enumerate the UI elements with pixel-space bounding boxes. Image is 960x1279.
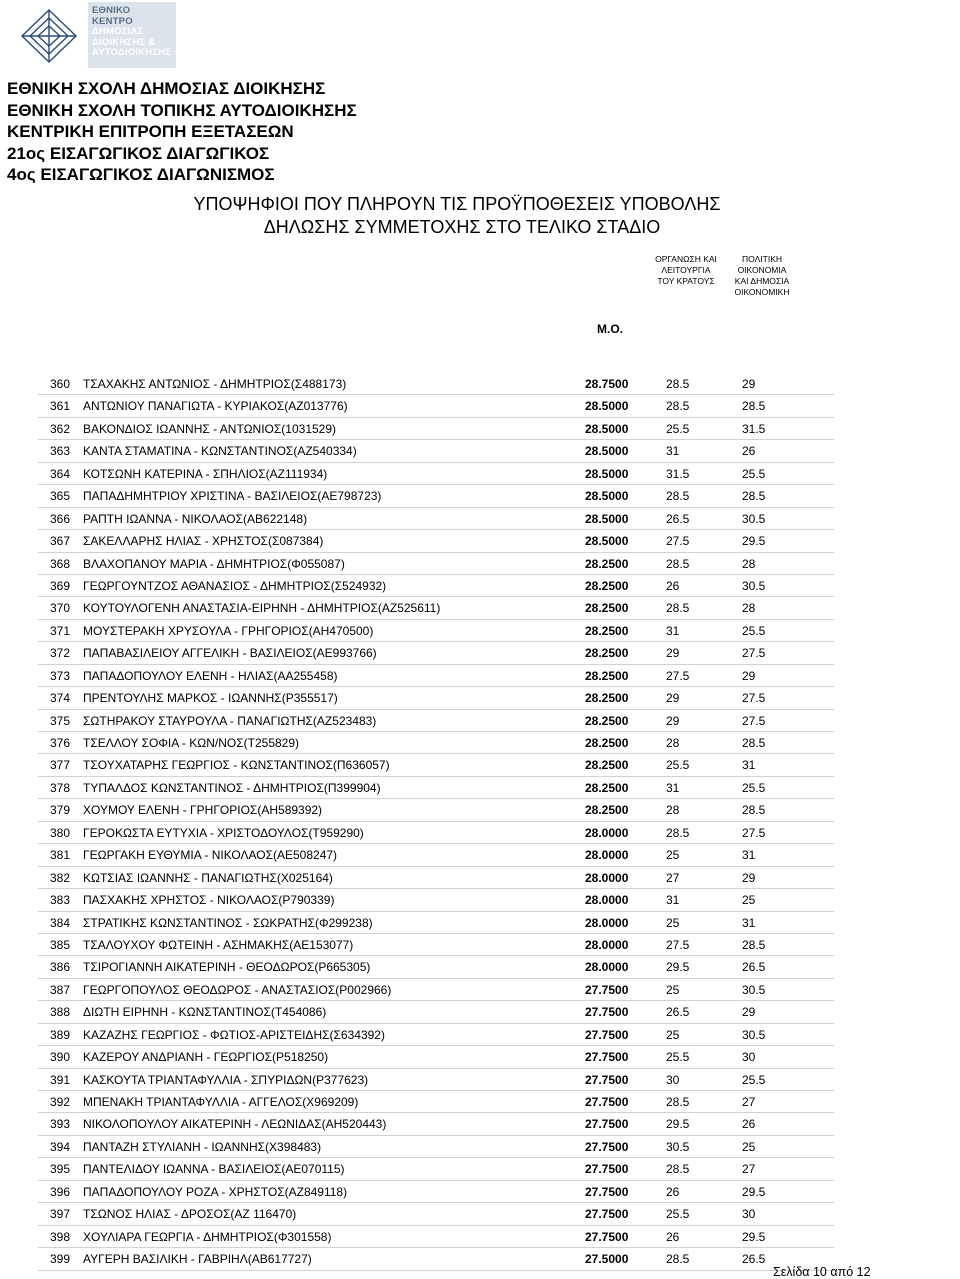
table-row [38,395,834,417]
score-organization: 30 [666,1072,680,1087]
candidate-name: ΠΑΠΑΔΗΜΗΤΡΙΟΥ ΧΡΙΣΤΙΝΑ - ΒΑΣΙΛΕΙΟΣ(ΑΕ798723) [83,489,382,504]
score-economics: 29.5 [742,534,766,549]
table-row [38,867,834,889]
average-score: 28.2500 [585,623,629,638]
table-row [38,463,834,485]
column-header-line: ΚΑΙ ΔΗΜΟΣΙΑ [734,276,790,286]
score-organization: 25.5 [666,758,690,773]
score-organization: 27.5 [666,937,690,952]
table-row [38,1069,834,1091]
score-economics: 31.5 [742,421,766,436]
row-number: 394 [50,1139,71,1154]
logo-line: ΔΗΜΟΣΙΑΣ [92,26,144,37]
row-number: 368 [50,556,71,571]
candidate-name: ΜΠΕΝΑΚΗ ΤΡΙΑΝΤΑΦΥΛΛΙΑ - ΑΓΓΕΛΟΣ(Χ969209) [83,1095,359,1109]
table-row [38,508,834,530]
row-number: 360 [50,377,71,391]
score-economics: 28.5 [742,803,766,818]
score-economics: 29 [742,1005,756,1020]
score-economics: 25.5 [742,780,766,795]
score-organization: 28 [666,803,680,818]
row-number: 378 [50,780,71,795]
score-economics: 29 [742,377,756,391]
row-number: 386 [50,960,71,975]
row-number: 382 [50,870,71,885]
table-row [38,575,834,597]
score-economics: 25.5 [742,623,766,638]
score-organization: 26.5 [666,1005,690,1020]
candidate-name: ΠΑΠΑΒΑΣΙΛΕΙΟΥ ΑΓΓΕΛΙΚΗ - ΒΑΣΙΛΕΙΟΣ(ΑΕ993766) [83,646,377,661]
score-organization: 29.5 [666,960,690,975]
candidate-name: ΚΑΝΤΑ ΣΤΑΜΑΤΙΝΑ - ΚΩΝΣΤΑΝΤΙΝΟΣ(ΑΖ540334) [83,444,357,459]
score-economics: 29 [742,870,756,885]
average-score: 28.5000 [585,421,629,436]
table-row [38,934,834,956]
candidate-name: ΤΥΠΑΛΔΟΣ ΚΩΝΣΤΑΝΤΙΝΟΣ - ΔΗΜΗΤΡΙΟΣ(Π399904) [83,780,381,795]
row-number: 373 [50,668,71,683]
score-economics: 25.5 [742,466,766,481]
row-number: 371 [50,623,71,638]
score-economics: 28.5 [742,937,766,952]
average-score: 28.5000 [585,489,629,504]
score-organization: 26 [666,1229,680,1244]
table-row [38,754,834,776]
score-organization: 31 [666,893,680,908]
average-score: 28.2500 [585,803,629,818]
score-organization: 25.5 [666,421,690,436]
score-organization: 27.5 [666,668,690,683]
logo-mark-icon [18,6,80,66]
score-economics: 28.5 [742,736,766,750]
average-score: 27.7500 [585,1095,629,1109]
table-row [38,1136,834,1158]
average-score: 27.7500 [585,982,629,997]
table-row [38,665,834,687]
column-header-line: ΤΟΥ ΚΡΑΤΟΥΣ [657,276,715,286]
average-score: 28.5000 [585,444,629,459]
table-row [38,710,834,732]
score-organization: 29 [666,691,680,706]
average-score: 28.0000 [585,960,629,975]
logo-line: ΕΘΝΙΚΟ [92,5,131,16]
row-number: 366 [50,511,71,526]
header-line: 4ος ΕΙΣΑΓΩΓΙΚΟΣ ΔΙΑΓΩΝΙΣΜΟΣ [7,165,275,184]
score-economics: 27 [742,1095,756,1109]
average-score: 28.2500 [585,578,629,593]
table-row [38,844,834,866]
average-score: 28.0000 [585,915,629,930]
column-header-average: Μ.Ο. [597,322,623,336]
candidate-name: ΧΟΥΜΟΥ ΕΛΕΝΗ - ΓΡΗΓΟΡΙΟΣ(ΑΗ589392) [83,803,323,818]
score-organization: 25 [666,982,680,997]
average-score: 28.2500 [585,736,629,750]
candidate-name: ΚΑΖΑΖΗΣ ΓΕΩΡΓΙΟΣ - ΦΩΤΙΟΣ-ΑΡΙΣΤΕΙΔΗΣ(Σ634392) [83,1027,385,1042]
score-organization: 28.5 [666,601,690,616]
score-organization: 26 [666,1184,680,1199]
table-row [38,732,834,754]
row-number: 383 [50,893,71,908]
score-organization: 26 [666,578,680,593]
candidate-name: ΠΑΝΤΕΛΙΔΟΥ ΙΩΑΝΝΑ - ΒΑΣΙΛΕΙΟΣ(ΑΕ070115) [83,1162,345,1177]
table-row [38,1091,834,1113]
column-header-organization [650,254,722,287]
score-economics: 28.5 [742,489,766,504]
average-score: 27.7500 [585,1027,629,1042]
row-number: 384 [50,915,71,930]
table-row [38,530,834,552]
table-row [38,1181,834,1203]
average-score: 27.7500 [585,1072,629,1087]
score-organization: 31.5 [666,466,690,481]
average-score: 28.2500 [585,691,629,706]
candidate-name: ΚΑΣΚΟΥΤΑ ΤΡΙΑΝΤΑΦΥΛΛΙΑ - ΣΠΥΡΙΔΩΝ(Ρ377623) [83,1072,369,1087]
candidate-name: ΓΕΩΡΓΟΥΝΤΖΟΣ ΑΘΑΝΑΣΙΟΣ - ΔΗΜΗΤΡΙΟΣ(Σ524932) [83,578,387,593]
score-organization: 28.5 [666,556,690,571]
score-economics: 27.5 [742,646,766,661]
candidate-name: ΣΤΡΑΤΙΚΗΣ ΚΩΝΣΤΑΝΤΙΝΟΣ - ΣΩΚΡΑΤΗΣ(Φ299238) [83,915,373,930]
row-number: 367 [50,534,71,549]
score-organization: 29.5 [666,1117,690,1132]
average-score: 28.0000 [585,870,629,885]
table-row [38,418,834,440]
header-line: 21ος ΕΙΣΑΓΩΓΙΚΟΣ ΔΙΑΓΩΓΙΚΟΣ [7,143,270,163]
score-economics: 30.5 [742,511,766,526]
results-table [38,373,834,1271]
candidate-name: ΣΩΤΗΡΑΚΟΥ ΣΤΑΥΡΟΥΛΑ - ΠΑΝΑΓΙΩΤΗΣ(ΑΖ523483) [83,713,377,728]
row-number: 388 [50,1005,71,1020]
candidate-name: ΠΑΠΑΔΟΠΟΥΛΟΥ ΕΛΕΝΗ - ΗΛΙΑΣ(ΑΑ255458) [83,668,338,683]
average-score: 28.5000 [585,466,629,481]
average-score: 28.5000 [585,534,629,549]
candidate-name: ΠΑΝΤΑΖΗ ΣΤΥΛΙΑΝΗ - ΙΩΑΝΝΗΣ(Χ398483) [83,1139,322,1154]
row-number: 376 [50,736,71,750]
table-row [38,912,834,934]
score-organization: 31 [666,444,680,459]
table-row [38,620,834,642]
average-score: 27.7500 [585,1050,629,1065]
average-score: 28.2500 [585,758,629,773]
score-organization: 29 [666,713,680,728]
average-score: 28.0000 [585,937,629,952]
score-organization: 25.5 [666,1207,690,1222]
candidate-name: ΒΛΑΧΟΠΑΝΟΥ ΜΑΡΙΑ - ΔΗΜΗΤΡΙΟΣ(Φ055087) [83,556,345,571]
score-organization: 28.5 [666,1162,690,1177]
score-organization: 31 [666,623,680,638]
candidate-name: ΧΟΥΛΙΑΡΑ ΓΕΩΡΓΙΑ - ΔΗΜΗΤΡΙΟΣ(Φ301558) [83,1229,332,1244]
score-organization: 28.5 [666,1095,690,1109]
row-number: 361 [50,399,71,414]
logo-line: ΚΕΝΤΡΟ [92,15,133,27]
candidate-name: ΚΑΖΕΡΟΥ ΑΝΔΡΙΑΝΗ - ΓΕΩΡΓΙΟΣ(Ρ518250) [83,1050,329,1065]
table-row [38,1226,834,1248]
average-score: 27.7500 [585,1229,629,1244]
row-number: 399 [50,1252,71,1267]
candidate-name: ΤΣΩΝΟΣ ΗΛΙΑΣ - ΔΡΟΣΟΣ(ΑΖ 116470) [83,1207,297,1222]
score-economics: 26 [742,1117,756,1132]
row-number: 365 [50,489,71,504]
average-score: 28.2500 [585,556,629,571]
candidate-name: ΡΑΠΤΗ ΙΩΑΝΝΑ - ΝΙΚΟΛΑΟΣ(ΑΒ622148) [83,511,308,526]
table-row [38,597,834,619]
average-score: 28.0000 [585,825,629,840]
score-economics: 28 [742,601,756,616]
average-score: 27.7500 [585,1117,629,1132]
logo-text [92,6,171,59]
candidate-name: ΤΣΕΛΛΟΥ ΣΟΦΙΑ - ΚΩΝ/ΝΟΣ(Τ255829) [83,736,300,750]
candidate-name: ΤΣΑΧΑΚΗΣ ΑΝΤΩΝΙΟΣ - ΔΗΜΗΤΡΙΟΣ(Σ488173) [83,377,347,391]
table-row [38,1113,834,1135]
header-line: ΕΘΝΙΚΗ ΣΧΟΛΗ ΔΗΜΟΣΙΑΣ ΔΙΟΙΚΗΣΗΣ [7,79,326,98]
score-organization: 25 [666,848,680,863]
average-score: 28.2500 [585,601,629,616]
score-organization: 28.5 [666,489,690,504]
row-number: 375 [50,713,71,728]
candidate-name: ΠΡΕΝΤΟΥΛΗΣ ΜΑΡΚΟΣ - ΙΩΑΝΝΗΣ(Ρ355517) [83,691,338,706]
table-row [38,956,834,978]
score-organization: 28.5 [666,825,690,840]
logo-line: ΔΙΟΙΚΗΣΗΣ & [92,36,156,48]
score-organization: 25 [666,1027,680,1042]
score-organization: 28 [666,736,680,750]
table-row [38,979,834,1001]
row-number: 389 [50,1027,71,1042]
table-row [38,799,834,821]
row-number: 395 [50,1162,71,1177]
table-row [38,889,834,911]
candidate-name: ΔΙΩΤΗ ΕΙΡΗΝΗ - ΚΩΝΣΤΑΝΤΙΝΟΣ(Τ454086) [83,1005,327,1020]
score-economics: 30 [742,1050,756,1065]
score-economics: 30.5 [742,1027,766,1042]
row-number: 374 [50,691,71,706]
score-economics: 26 [742,444,756,459]
score-economics: 25.5 [742,1072,766,1087]
score-organization: 27 [666,870,680,885]
score-economics: 29.5 [742,1184,766,1199]
document-header [7,78,357,186]
average-score: 27.7500 [585,1139,629,1154]
logo [0,0,178,72]
table-row [38,1001,834,1023]
table-row [38,642,834,664]
average-score: 27.7500 [585,1184,629,1199]
candidate-name: ΜΟΥΣΤΕΡΑΚΗ ΧΡΥΣΟΥΛΑ - ΓΡΗΓΟΡΙΟΣ(ΑΗ470500) [83,623,374,638]
score-organization: 28.5 [666,399,690,414]
score-economics: 25 [742,1139,756,1154]
score-organization: 30.5 [666,1139,690,1154]
score-economics: 30.5 [742,578,766,593]
average-score: 28.7500 [585,377,629,391]
score-organization: 28.5 [666,377,690,391]
row-number: 372 [50,646,71,661]
row-number: 392 [50,1095,71,1109]
score-economics: 25 [742,893,756,908]
candidate-name: ΤΣΙΡΟΓΙΑΝΝΗ ΑΙΚΑΤΕΡΙΝΗ - ΘΕΟΔΩΡΟΣ(Ρ665305) [83,960,371,975]
row-number: 391 [50,1072,71,1087]
column-header-line: ΛΕΙΤΟΥΡΓΙΑ [661,265,711,275]
candidate-name: ΠΑΠΑΔΟΠΟΥΛΟΥ ΡΟΖΑ - ΧΡΗΣΤΟΣ(ΑΖ849118) [83,1184,348,1199]
row-number: 370 [50,601,71,616]
row-number: 363 [50,444,71,459]
average-score: 28.5000 [585,511,629,526]
row-number: 379 [50,803,71,818]
average-score: 28.5000 [585,399,629,414]
average-score: 28.2500 [585,713,629,728]
score-organization: 25.5 [666,1050,690,1065]
column-header-line: ΟΡΓΑΝΩΣΗ ΚΑΙ [655,254,717,264]
column-header-line: ΟΙΚΟΝΟΜΙΚΗ [734,287,790,297]
score-organization: 25 [666,915,680,930]
score-economics: 26.5 [742,960,766,975]
score-economics: 31 [742,915,756,930]
title-line-2: ΔΗΛΩΣΗΣ ΣΥΜΜΕΤΟΧΗΣ ΣΤΟ ΤΕΛΙΚΟ ΣΤΑΔΙΟ [263,217,661,237]
score-economics: 30 [742,1207,756,1222]
page-title [0,193,960,239]
table-row [38,440,834,462]
average-score: 27.7500 [585,1162,629,1177]
score-economics: 30.5 [742,982,766,997]
score-economics: 31 [742,758,756,773]
page-number: Σελίδα 10 από 12 [773,1265,871,1279]
row-number: 396 [50,1184,71,1199]
score-economics: 28 [742,556,756,571]
score-organization: 26.5 [666,511,690,526]
table-row [38,485,834,507]
candidate-name: ΓΕΩΡΓΟΠΟΥΛΟΣ ΘΕΟΔΩΡΟΣ - ΑΝΑΣΤΑΣΙΟΣ(Ρ002966) [83,982,392,997]
candidate-name: ΒΑΚΟΝΔΙΟΣ ΙΩΑΝΝΗΣ - ΑΝΤΩΝΙΟΣ(1031529) [83,421,337,436]
score-economics: 26.5 [742,1252,766,1267]
header-line: ΚΕΝΤΡΙΚΗ ΕΠΙΤΡΟΠΗ ΕΞΕΤΑΣΕΩΝ [7,122,294,141]
table-row [38,777,834,799]
row-number: 387 [50,982,71,997]
candidate-name: ΠΑΣΧΑΚΗΣ ΧΡΗΣΤΟΣ - ΝΙΚΟΛΑΟΣ(Ρ790339) [83,893,335,908]
score-organization: 27.5 [666,534,690,549]
row-number: 390 [50,1050,71,1065]
score-economics: 27.5 [742,825,766,840]
table-row [38,373,834,395]
column-header-economics [715,254,809,298]
row-number: 385 [50,937,71,952]
candidate-name: ΚΩΤΣΙΑΣ ΙΩΑΝΝΗΣ - ΠΑΝΑΓΙΩΤΗΣ(Χ025164) [83,870,333,885]
header-line: ΕΘΝΙΚΗ ΣΧΟΛΗ ΤΟΠΙΚΗΣ ΑΥΤΟΔΙΟΙΚΗΣΗΣ [7,100,357,120]
candidate-name: ΤΣΟΥΧΑΤΑΡΗΣ ΓΕΩΡΓΙΟΣ - ΚΩΝΣΤΑΝΤΙΝΟΣ(Π636057) [83,758,390,773]
candidate-name: ΓΕΡΟΚΩΣΤΑ ΕΥΤΥΧΙΑ - ΧΡΙΣΤΟΔΟΥΛΟΣ(Τ959290) [83,825,364,840]
candidate-name: ΓΕΩΡΓΑΚΗ ΕΥΘΥΜΙΑ - ΝΙΚΟΛΑΟΣ(ΑΕ508247) [83,848,338,863]
average-score: 28.2500 [585,780,629,795]
table-row [38,822,834,844]
row-number: 362 [50,421,71,436]
table-row [38,1024,834,1046]
row-number: 393 [50,1117,71,1132]
row-number: 397 [50,1207,71,1222]
score-economics: 31 [742,848,756,863]
candidate-name: ΝΙΚΟΛΟΠΟΥΛΟΥ ΑΙΚΑΤΕΡΙΝΗ - ΛΕΩΝΙΔΑΣ(ΑΗ520443) [83,1117,387,1132]
average-score: 28.0000 [585,893,629,908]
row-number: 380 [50,825,71,840]
average-score: 27.5000 [585,1252,629,1267]
column-header-line: ΟΙΚΟΝΟΜΙΑ [737,265,787,275]
average-score: 28.0000 [585,848,629,863]
table-row [38,1203,834,1225]
candidate-name: ΑΥΓΕΡΗ ΒΑΣΙΛΙΚΗ - ΓΑΒΡΙΗΛ(ΑΒ617727) [83,1252,312,1267]
column-header-line: ΠΟΛΙΤΙΚΗ [742,254,782,264]
title-line-1: ΥΠΟΨΗΦΙΟΙ ΠΟΥ ΠΛΗΡΟΥΝ ΤΙΣ ΠΡΟΫΠΟΘΕΣΕΙΣ ΥΠΟΒΟΛΗΣ [193,194,721,214]
candidate-name: ΚΟΤΣΩΝΗ ΚΑΤΕΡΙΝΑ - ΣΠΗΛΙΟΣ(ΑΖ111934) [83,466,328,481]
candidate-name: ΣΑΚΕΛΛΑΡΗΣ ΗΛΙΑΣ - ΧΡΗΣΤΟΣ(Σ087384) [83,534,324,549]
table-row [38,553,834,575]
candidate-name: ΚΟΥΤΟΥΛΟΓΕΝΗ ΑΝΑΣΤΑΣΙΑ-ΕΙΡΗΝΗ - ΔΗΜΗΤΡΙΟΣ(ΑΖ525611) [83,601,441,616]
score-organization: 29 [666,646,680,661]
average-score: 27.7500 [585,1207,629,1222]
average-score: 28.2500 [585,646,629,661]
score-economics: 27 [742,1162,756,1177]
logo-line: ΑΥΤΟΔΙΟΙΚΗΣΗΣ [92,47,172,58]
score-economics: 28.5 [742,399,766,414]
candidate-name: ΑΝΤΩΝΙΟΥ ΠΑΝΑΓΙΩΤΑ - ΚΥΡΙΑΚΟΣ(ΑΖ013776) [83,399,348,414]
row-number: 398 [50,1229,71,1244]
score-organization: 28.5 [666,1252,690,1267]
table-row [38,1248,834,1270]
row-number: 369 [50,578,71,593]
table-row [38,1158,834,1180]
average-score: 27.7500 [585,1005,629,1020]
row-number: 377 [50,758,71,773]
row-number: 381 [50,848,71,863]
score-organization: 31 [666,780,680,795]
score-economics: 29.5 [742,1229,766,1244]
score-economics: 27.5 [742,691,766,706]
score-economics: 29 [742,668,756,683]
average-score: 28.2500 [585,668,629,683]
row-number: 364 [50,466,71,481]
score-economics: 27.5 [742,713,766,728]
candidate-name: ΤΣΑΛΟΥΧΟΥ ΦΩΤΕΙΝΗ - ΑΣΗΜΑΚΗΣ(ΑΕ153077) [83,937,354,952]
table-row [38,1046,834,1068]
table-row [38,687,834,709]
